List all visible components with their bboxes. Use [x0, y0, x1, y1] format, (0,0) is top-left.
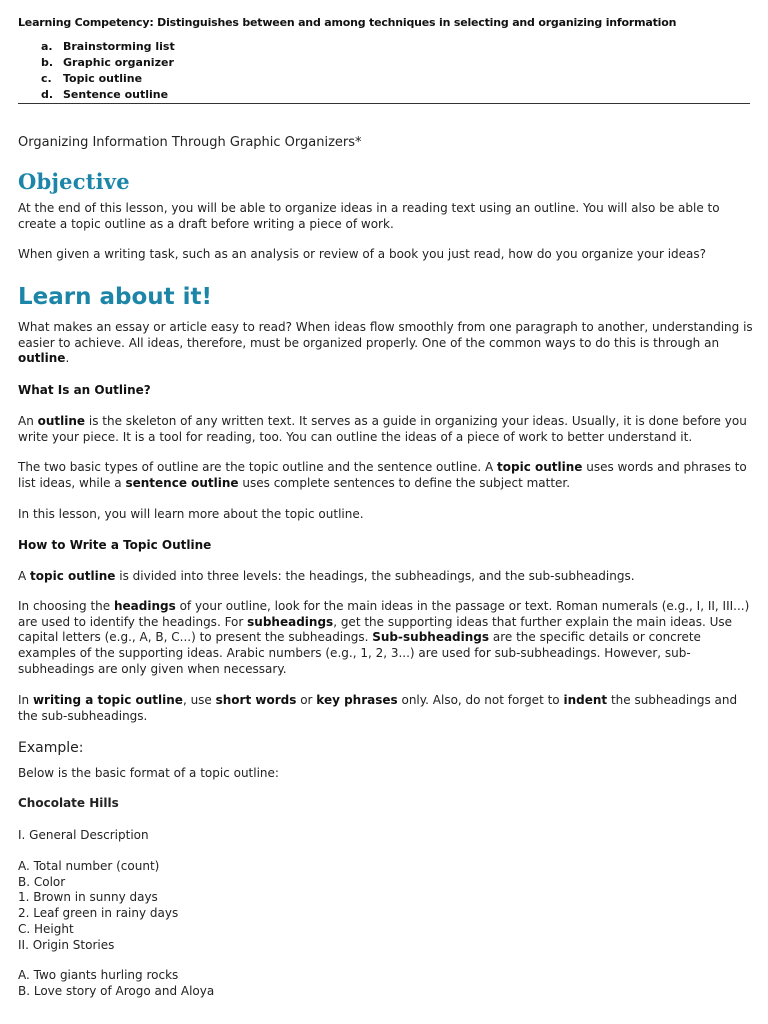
what-is-outline-heading: What Is an Outline? — [18, 383, 151, 397]
outline-title: Chocolate Hills — [18, 796, 119, 810]
outline-line: II. Origin Stories — [18, 937, 115, 952]
list-item: c. Topic outline — [41, 72, 143, 85]
example-label: Example: — [18, 740, 84, 756]
learn-heading: Learn about it! — [18, 284, 213, 310]
headings-paragraph: In choosing the headings of your outline, look for the main ideas in the passage or text. Roman numerals (e.g., I, II, III...) are used to identify the headings. For subheadings, get the supporting ideas that further explain the main ideas. Use capital letters (e.g., A, B, C...) to present the subheadings. Sub-subheadings are the specific details or concrete examples of the supporting ideas. Arabic numbers (e.g., 1, 2, 3...) are used for sub-subheadings. However, sub-subheadings are only given when necessary. — [18, 599, 750, 676]
list-item: d. Sentence outline — [41, 88, 169, 101]
outline-line: 1. Brown in sunny days — [18, 890, 158, 905]
objective-heading: Objective — [18, 169, 130, 194]
competency-list — [41, 40, 175, 104]
how-to-heading: How to Write a Topic Outline — [18, 538, 212, 552]
list-item: b. Graphic organizer — [41, 56, 174, 69]
outline-line: A. Total number (count) — [18, 859, 160, 873]
outline-types-paragraph: The two basic types of outline are the topic outline and the sentence outline. A topic outline uses words and phrases to list ideas, while a sentence outline uses complete sentences to define the subject matter. — [18, 460, 747, 490]
objective-paragraph: At the end of this lesson, you will be able to organize ideas in a reading text using an outline. You will also be able to create a topic outline as a draft before writing a piece of work. — [18, 201, 720, 231]
tips-paragraph: In writing a topic outline, use short words or key phrases only. Also, do not forget to indent the subheadings and the sub-subheadings. — [18, 693, 738, 723]
objective-question: When given a writing task, such as an analysis or review of a book you just read, how do you organize your ideas? — [18, 247, 707, 261]
outline-line: C. Height — [18, 921, 74, 936]
outline-definition-paragraph: An outline is the skeleton of any written text. It serves as a guide in organizing your ideas. Usually, it is done before you write your piece. It is a tool for reading, too. You can outline the ideas of a piece of work to better understand it. — [18, 414, 747, 444]
outline-line: B. Color — [18, 874, 66, 889]
intro-paragraph: What makes an essay or article easy to read? When ideas flow smoothly from one paragraph to another, understanding is easier to achieve. All ideas, therefore, must be organized properly. One of the common ways to do this is through an outline. — [18, 320, 753, 366]
outline-line: I. General Description — [18, 828, 149, 842]
outline-line: B. Love story of Arogo and Aloya — [18, 983, 215, 998]
outline-line: A. Two giants hurling rocks — [18, 968, 179, 982]
lesson-subtitle: Organizing Information Through Graphic Organizers* — [18, 135, 362, 150]
example-intro: Below is the basic format of a topic outline: — [18, 766, 279, 780]
lesson-note: In this lesson, you will learn more about the topic outline. — [18, 507, 364, 521]
list-item: a. Brainstorming list — [41, 40, 175, 53]
levels-paragraph: A topic outline is divided into three levels: the headings, the subheadings, and the sub-subheadings. — [18, 569, 635, 583]
divider — [18, 103, 750, 104]
outline-line: 2. Leaf green in rainy days — [18, 906, 179, 921]
learning-competency: Learning Competency: Distinguishes between and among techniques in selecting and organizing information — [18, 16, 677, 29]
